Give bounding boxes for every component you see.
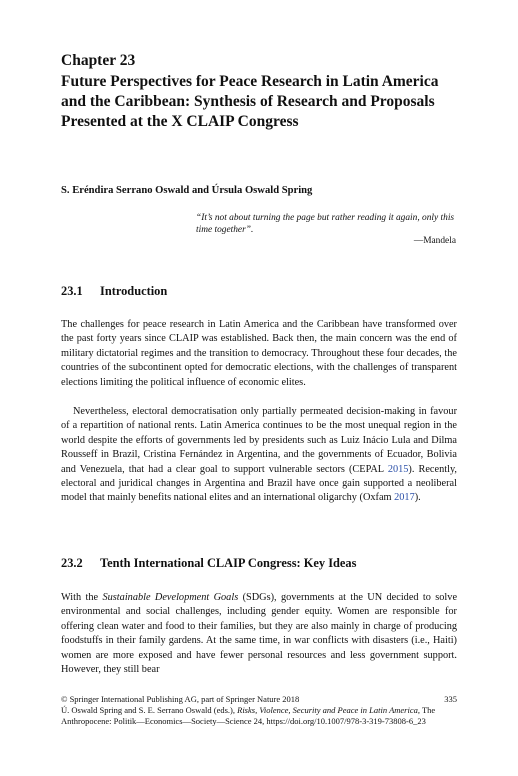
citation-link-oxfam[interactable]: 2017: [394, 492, 415, 504]
emphasis-sdgs: Sustainable Development Goals: [102, 592, 239, 603]
copyright-line: © Springer International Publishing AG, part of Springer Nature 2018: [61, 694, 300, 704]
paragraph-text: ).: [414, 492, 421, 504]
paragraph-text: (SDGs), governments at the UN decided to solve environmental and social challenges, including gender equity. Women are responsible for offering clean water and food to their families, but they are also mainly in charge of producing foodstuffs in their family gardens. At the same time, in war conflicts with disasters (i.e., Haiti) women are more exposed and have fewer personal resources and less government support. However, they still bear: [61, 592, 458, 676]
section-number: 23.1: [61, 284, 83, 298]
paragraph-text: The challenges for peace research in Latin America and the Caribbean have transformed over the past forty years since CLAIP was established. Back then, the main concern was the end of military dictatorial regimes and the transition to democracy. Throughout these four decades, the countries of the subcontinent opted for democratic elections, with the challenges of transparent elections limiting the political influence of economic elites.: [61, 319, 457, 388]
section-heading-introduction: [61, 284, 167, 299]
chapter-label: Chapter 23: [61, 52, 136, 69]
series-text: , The Anthropocene: Politik—Economics—Society—Science 24, https://doi.org/10.1007/978-3-319-73808-6_23: [61, 705, 436, 726]
page-footer: [61, 694, 457, 727]
paragraph-key-ideas-1: [61, 591, 457, 677]
section-number: 23.2: [61, 556, 83, 570]
section-title: Tenth International CLAIP Congress: Key Ideas: [100, 556, 357, 570]
paragraph-intro-1: [61, 318, 457, 390]
citation-link-cepal[interactable]: 2015: [387, 463, 409, 475]
paragraph-intro-2: [61, 405, 457, 506]
section-heading-key-ideas: [61, 556, 356, 571]
epigraph-quote: “It’s not about turning the page but rather reading it again, only this time together”.: [196, 213, 455, 235]
paragraph-text: With the: [61, 592, 103, 603]
paragraph-text: Nevertheless, electoral democratisation only partially permeated decision-making in favour of a repartition of national rents. Latin America continues to be the most unequal region in the world despite the efforts of governments led by presidents such as Luiz Inácio Lula and Dilma Rousseff in Brazil, Cristina Fernández in Argentina, and the governments of Ecuador, Bolivia and Venezuela, that had a clear goal to support vulnerable sectors (CEPAL: [61, 406, 457, 475]
book-title: Risks, Violence, Security and Peace in Latin America: [237, 705, 418, 715]
chapter-title: Future Perspectives for Peace Research in Latin America and the Caribbean: Synthesis of Research and Proposals Presented at the X CLAIP Congress: [61, 73, 439, 130]
chapter-authors: S. Eréndira Serrano Oswald and Úrsula Oswald Spring: [61, 185, 313, 196]
editors-text: Ú. Oswald Spring and S. E. Serrano Oswald (eds.),: [61, 705, 238, 715]
paragraph-text: ). Recently, electoral and juridical changes in Argentina and Brazil have once gain supported a neoliberal model that mainly benefits national elites and an international oligarchy (Oxfam: [61, 463, 457, 504]
citation-line: [61, 705, 457, 727]
section-title: Introduction: [100, 284, 168, 298]
page-number: 335: [444, 694, 457, 704]
epigraph-source: —Mandela: [413, 236, 456, 246]
